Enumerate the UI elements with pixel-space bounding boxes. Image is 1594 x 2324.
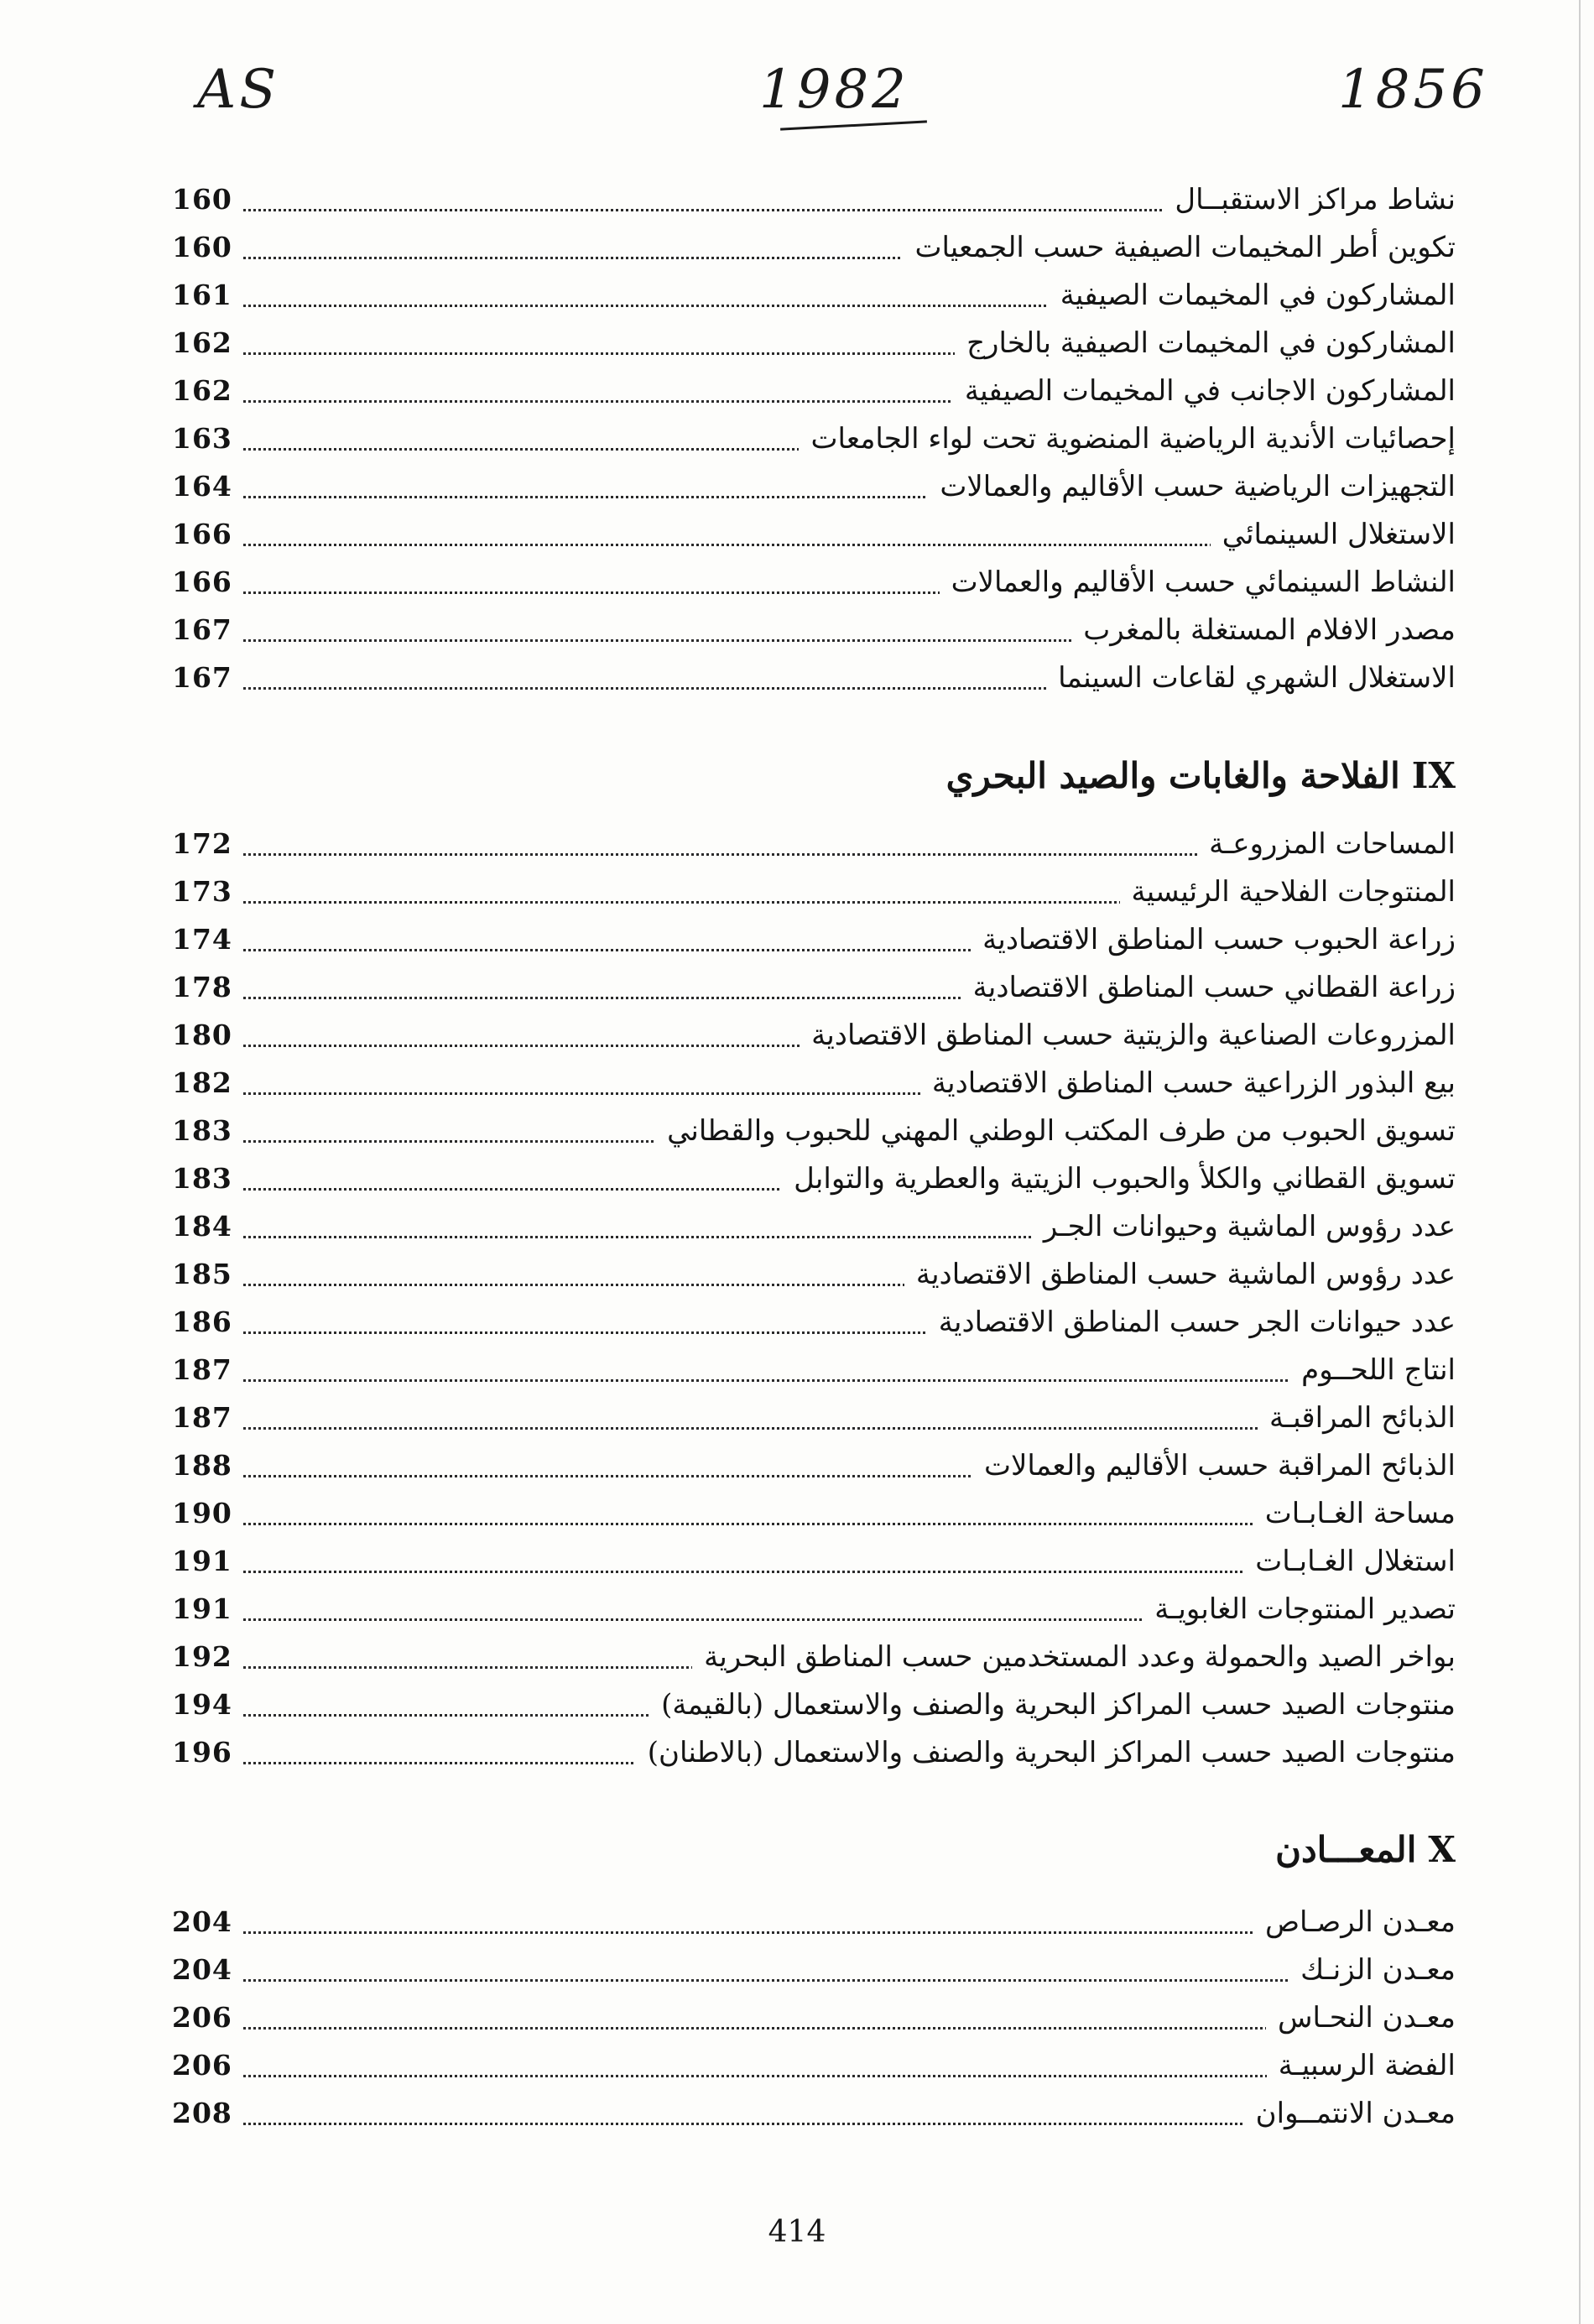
toc-entry[interactable] bbox=[172, 1587, 1456, 1631]
toc-entry-page: 194 bbox=[172, 1683, 242, 1727]
toc-entry[interactable] bbox=[172, 1300, 1456, 1344]
toc-entry-page: 162 bbox=[172, 321, 242, 365]
toc-entry-title: مصدر الافلام المستغلة بالمغرب bbox=[1071, 608, 1456, 652]
toc-entry-title: معـدن الرصـاص bbox=[1253, 1900, 1456, 1944]
toc-entry-page: 183 bbox=[172, 1157, 242, 1201]
page-number: 414 bbox=[768, 2215, 826, 2249]
section-heading-x bbox=[1275, 1829, 1456, 1870]
toc-entry-title: مساحة الغـابـات bbox=[1253, 1492, 1456, 1535]
dot-leader bbox=[172, 1379, 1456, 1382]
toc-entry-page: 166 bbox=[172, 513, 242, 556]
toc-entry[interactable] bbox=[172, 1157, 1456, 1201]
toc-entry-page: 173 bbox=[172, 870, 242, 914]
toc-entry-title: تصدير المنتوجات الغابويـة bbox=[1143, 1587, 1456, 1631]
toc-entry[interactable] bbox=[172, 1996, 1456, 2040]
section-title: الفلاحة والغابات والصيد البحري bbox=[945, 755, 1400, 796]
toc-entry-title: المزروعات الصناعية والزيتية حسب المناطق الاقتصادية bbox=[800, 1013, 1456, 1057]
toc-entry-page: 192 bbox=[172, 1635, 242, 1679]
toc-entry-page: 167 bbox=[172, 656, 242, 700]
toc-entry[interactable] bbox=[172, 656, 1456, 700]
toc-entry[interactable] bbox=[172, 1013, 1456, 1057]
toc-entry[interactable] bbox=[172, 2092, 1456, 2135]
toc-entry-page: 178 bbox=[172, 966, 242, 1009]
toc-entry-title: منتوجات الصيد حسب المراكز البحرية والصنف والاستعمال (بالاطنان) bbox=[636, 1731, 1456, 1774]
toc-entry-page: 160 bbox=[172, 226, 242, 269]
toc-entry[interactable] bbox=[172, 966, 1456, 1009]
toc-entry-title: الفضة الرسبيـة bbox=[1267, 2044, 1456, 2087]
toc-entry-page: 190 bbox=[172, 1492, 242, 1535]
toc-entry-page: 174 bbox=[172, 918, 242, 961]
toc-entry[interactable] bbox=[172, 608, 1456, 652]
toc-entry-title: نشاط مراكز الاستقبــال bbox=[1163, 178, 1456, 221]
toc-entry[interactable] bbox=[172, 1948, 1456, 1992]
toc-entry[interactable] bbox=[172, 226, 1456, 269]
handwritten-note-middle: 1982 bbox=[759, 59, 909, 121]
toc-entry-page: 191 bbox=[172, 1587, 242, 1631]
toc-entry[interactable] bbox=[172, 1492, 1456, 1535]
toc-entry-title: تسويق القطاني والكلأ والحبوب الزيتية والعطرية والتوابل bbox=[782, 1157, 1456, 1201]
toc-entry[interactable] bbox=[172, 870, 1456, 914]
toc-entry-title: بواخر الصيد والحمولة وعدد المستخدمين حسب المناطق البحرية bbox=[692, 1635, 1456, 1679]
handwritten-underline bbox=[780, 120, 927, 130]
section-title: المعـــادن bbox=[1275, 1829, 1417, 1870]
toc-entry[interactable] bbox=[172, 1900, 1456, 1944]
toc-entry[interactable] bbox=[172, 465, 1456, 508]
page-edge-rule bbox=[1579, 0, 1581, 2324]
toc-entry-page: 184 bbox=[172, 1205, 242, 1248]
toc-entry-title: عدد رؤوس الماشية حسب المناطق الاقتصادية bbox=[904, 1253, 1456, 1296]
toc-entry-page: 186 bbox=[172, 1300, 242, 1344]
toc-entry[interactable] bbox=[172, 560, 1456, 604]
dot-leader bbox=[172, 2075, 1456, 2077]
toc-entry-page: 187 bbox=[172, 1396, 242, 1440]
toc-entry-title: النشاط السينمائي حسب الأقاليم والعمالات bbox=[940, 560, 1456, 604]
section-numeral: X bbox=[1428, 1829, 1456, 1870]
toc-entry[interactable] bbox=[172, 1253, 1456, 1296]
toc-entry[interactable] bbox=[172, 1396, 1456, 1440]
toc-entry[interactable] bbox=[172, 1731, 1456, 1774]
toc-entry-title: إحصائيات الأندية الرياضية المنضوية تحت لواء الجامعات bbox=[799, 417, 1456, 461]
toc-entry-title: التجهيزات الرياضية حسب الأقاليم والعمالات bbox=[928, 465, 1456, 508]
toc-entry-page: 161 bbox=[172, 274, 242, 317]
toc-entry[interactable] bbox=[172, 1061, 1456, 1105]
section-heading-ix bbox=[946, 755, 1456, 796]
toc-entry[interactable] bbox=[172, 369, 1456, 413]
toc-entry-title: الذبائح المراقبة حسب الأقاليم والعمالات bbox=[972, 1444, 1456, 1488]
toc-entry-page: 163 bbox=[172, 417, 242, 461]
dot-leader bbox=[172, 1979, 1456, 1982]
toc-entry-page: 196 bbox=[172, 1731, 242, 1774]
toc-entry[interactable] bbox=[172, 1205, 1456, 1248]
toc-entry-title: استغلال الغـابـات bbox=[1243, 1540, 1456, 1583]
toc-entry-page: 183 bbox=[172, 1109, 242, 1153]
toc-entry-page: 166 bbox=[172, 560, 242, 604]
toc-entry-page: 180 bbox=[172, 1013, 242, 1057]
toc-entry[interactable] bbox=[172, 1444, 1456, 1488]
toc-entry[interactable] bbox=[172, 1683, 1456, 1727]
toc-entry-title: عدد رؤوس الماشية وحيوانات الجـر bbox=[1032, 1205, 1456, 1248]
toc-entry[interactable] bbox=[172, 417, 1456, 461]
toc-entry[interactable] bbox=[172, 822, 1456, 866]
toc-entry[interactable] bbox=[172, 321, 1456, 365]
toc-entry-page: 185 bbox=[172, 1253, 242, 1296]
toc-entry-title: تكوين أطر المخيمات الصيفية حسب الجمعيات bbox=[903, 226, 1456, 269]
toc-entry-page: 206 bbox=[172, 1996, 242, 2040]
handwritten-note-right: 1856 bbox=[1338, 59, 1488, 121]
toc-entry-title: المنتوجات الفلاحية الرئيسية bbox=[1120, 870, 1456, 914]
toc-entry-page: 187 bbox=[172, 1348, 242, 1392]
toc-entry-title: الاستغلال السينمائي bbox=[1211, 513, 1456, 556]
toc-entry-title: الاستغلال الشهري لقاعات السينما bbox=[1046, 656, 1456, 700]
toc-entry-title: عدد حيوانات الجر حسب المناطق الاقتصادية bbox=[927, 1300, 1456, 1344]
toc-entry-page: 172 bbox=[172, 822, 242, 866]
toc-entry-title: معـدن الزنـك bbox=[1289, 1948, 1456, 1992]
toc-entry[interactable] bbox=[172, 1348, 1456, 1392]
section-numeral: IX bbox=[1411, 755, 1456, 796]
toc-entry-page: 182 bbox=[172, 1061, 242, 1105]
toc-entry[interactable] bbox=[172, 178, 1456, 221]
toc-entry-title: المساحات المزروعـة bbox=[1197, 822, 1456, 866]
toc-entry-title: المشاركون الاجانب في المخيمات الصيفية bbox=[953, 369, 1456, 413]
toc-entry-page: 164 bbox=[172, 465, 242, 508]
toc-entry[interactable] bbox=[172, 1109, 1456, 1153]
toc-entry-title: تسويق الحبوب من طرف المكتب الوطني المهني للحبوب والقطاني bbox=[655, 1109, 1456, 1153]
toc-entry-page: 162 bbox=[172, 369, 242, 413]
toc-entry[interactable] bbox=[172, 918, 1456, 961]
toc-entry-page: 206 bbox=[172, 2044, 242, 2087]
toc-entry-page: 188 bbox=[172, 1444, 242, 1488]
toc-entry-title: الذبائح المراقبـة bbox=[1258, 1396, 1456, 1440]
toc-entry-page: 208 bbox=[172, 2092, 242, 2135]
toc-entry-page: 167 bbox=[172, 608, 242, 652]
toc-entry-page: 191 bbox=[172, 1540, 242, 1583]
toc-entry-page: 204 bbox=[172, 1948, 242, 1992]
dot-leader bbox=[172, 2027, 1456, 2030]
toc-entry-title: منتوجات الصيد حسب المراكز البحرية والصنف والاستعمال (بالقيمة) bbox=[649, 1683, 1456, 1727]
toc-entry-title: معـدن الانتمــوان bbox=[1244, 2092, 1456, 2135]
toc-entry[interactable] bbox=[172, 2044, 1456, 2087]
toc-entry[interactable] bbox=[172, 1540, 1456, 1583]
toc-entry-title: بيع البذور الزراعية حسب المناطق الاقتصادية bbox=[920, 1061, 1456, 1105]
toc-entry[interactable] bbox=[172, 1635, 1456, 1679]
toc-entry-title: معـدن النحـاس bbox=[1266, 1996, 1456, 2040]
toc-entry-title: المشاركون في المخيمات الصيفية بالخارج bbox=[955, 321, 1456, 365]
toc-entry-title: المشاركون في المخيمات الصيفية bbox=[1049, 274, 1456, 317]
toc-entry-title: زراعة الحبوب حسب المناطق الاقتصادية bbox=[971, 918, 1456, 961]
handwritten-note-left: AS bbox=[197, 59, 280, 121]
toc-entry[interactable] bbox=[172, 513, 1456, 556]
toc-entry-page: 204 bbox=[172, 1900, 242, 1944]
toc-entry[interactable] bbox=[172, 274, 1456, 317]
toc-entry-title: انتاج اللحــوم bbox=[1289, 1348, 1456, 1392]
toc-entry-title: زراعة القطاني حسب المناطق الاقتصادية bbox=[961, 966, 1456, 1009]
toc-entry-page: 160 bbox=[172, 178, 242, 221]
